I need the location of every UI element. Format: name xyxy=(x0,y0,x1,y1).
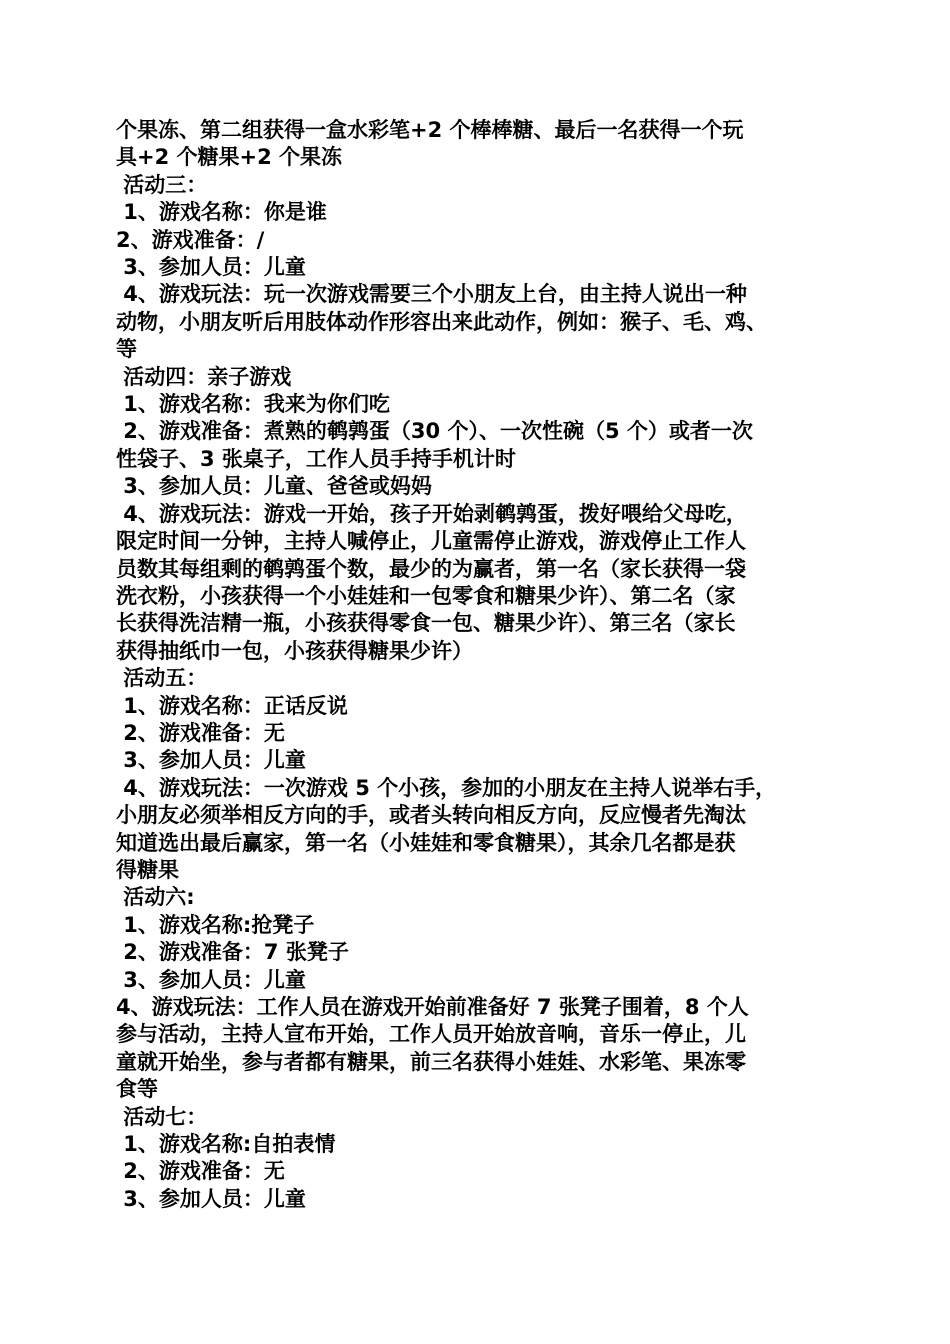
text-line: 4、游戏玩法：一次游戏 5 个小孩，参加的小朋友在主持人说举右手， xyxy=(116,775,777,800)
text-line: 3、参加人员：儿童、爸爸或妈妈 xyxy=(116,474,432,499)
text-line: 具+2 个糖果+2 个果冻 xyxy=(116,145,343,170)
document-page xyxy=(116,117,841,1213)
text-line: 小朋友必须举相反方向的手，或者头转向相反方向，反应慢者先淘汰 xyxy=(116,803,746,828)
text-line: 活动三： xyxy=(116,172,208,197)
text-line: 活动四：亲子游戏 xyxy=(116,364,292,389)
text-line: 2、游戏准备：无 xyxy=(116,720,285,745)
text-line: 3、参加人员：儿童 xyxy=(116,255,306,280)
text-line: 活动七： xyxy=(116,1104,208,1129)
text-line: 1、游戏名称:自拍表情 xyxy=(116,1132,336,1157)
text-line: 活动六: xyxy=(116,885,195,910)
text-line: 等 xyxy=(116,337,137,362)
text-line: 活动五： xyxy=(116,666,208,691)
text-line: 得糖果 xyxy=(116,857,179,882)
text-line: 4、游戏玩法：游戏一开始，孩子开始剥鹌鹑蛋，拨好喂给父母吃， xyxy=(116,501,747,526)
text-line: 4、游戏玩法：工作人员在游戏开始前准备好 7 张凳子围着，8 个人 xyxy=(116,995,749,1019)
text-line: 食等 xyxy=(116,1077,158,1102)
text-line: 2、游戏准备：7 张凳子 xyxy=(116,940,349,965)
text-line: 童就开始坐，参与者都有糖果，前三名获得小娃娃、水彩笔、果冻零 xyxy=(116,1049,746,1074)
text-line: 参与活动，主持人宣布开始，工作人员开始放音响，音乐一停止，儿 xyxy=(116,1022,746,1047)
text-line: 性袋子、3 张桌子，工作人员手持手机计时 xyxy=(116,446,516,471)
text-line: 员数其每组剩的鹌鹑蛋个数，最少的为赢者，第一名（家长获得一袋 xyxy=(116,556,746,581)
text-line: 3、参加人员：儿童 xyxy=(116,967,306,992)
text-line: 4、游戏玩法：玩一次游戏需要三个小朋友上台，由主持人说出一种 xyxy=(116,282,747,307)
text-line: 2、游戏准备：/ xyxy=(116,227,265,252)
text-line: 3、参加人员：儿童 xyxy=(116,748,306,773)
text-line: 动物，小朋友听后用肢体动作形容出来此动作，例如：猴子、毛、鸡、 xyxy=(116,309,767,334)
text-line: 限定时间一分钟，主持人喊停止，儿童需停止游戏，游戏停止工作人 xyxy=(116,529,746,554)
text-line: 长获得洗洁精一瓶，小孩获得零食一包、糖果少许）、第三名（家长 xyxy=(116,611,736,636)
text-line: 2、游戏准备：无 xyxy=(116,1159,285,1184)
text-line: 2、游戏准备：煮熟的鹌鹑蛋（30 个）、一次性碗（5 个）或者一次 xyxy=(116,419,753,444)
text-line: 3、参加人员：儿童 xyxy=(116,1186,306,1211)
text-line: 洗衣粉，小孩获得一个小娃娃和一包零食和糖果少许）、第二名（家 xyxy=(116,583,736,608)
text-line: 1、游戏名称:抢凳子 xyxy=(116,912,315,937)
text-line: 1、游戏名称：正话反说 xyxy=(116,693,348,718)
text-line: 1、游戏名称：我来为你们吃 xyxy=(116,392,390,417)
text-line: 知道选出最后赢家，第一名（小娃娃和零食糖果），其余几名都是获 xyxy=(116,830,736,855)
text-line: 个果冻、第二组获得一盒水彩笔+2 个棒棒糖、最后一名获得一个玩 xyxy=(116,118,744,142)
text-line: 获得抽纸巾一包，小孩获得糖果少许） xyxy=(116,638,473,663)
text-line: 1、游戏名称：你是谁 xyxy=(116,200,327,225)
